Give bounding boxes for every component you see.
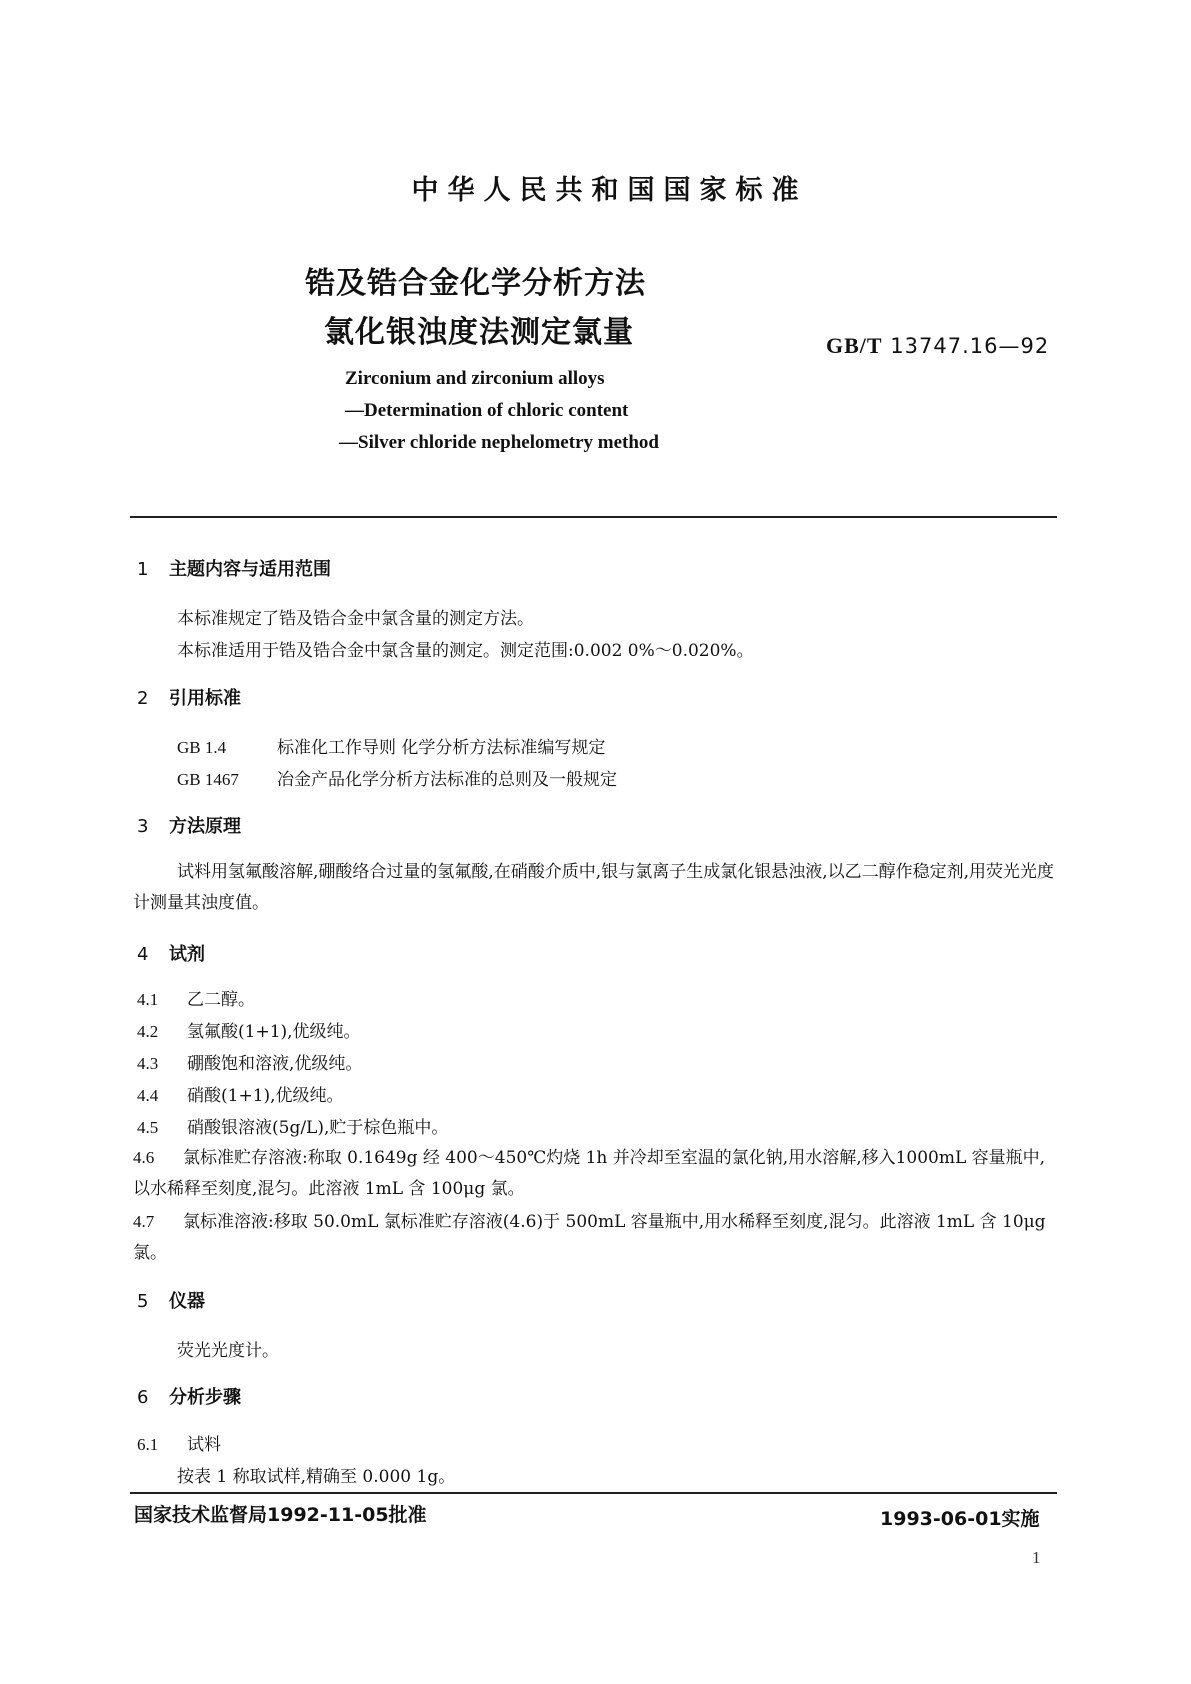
reagent-item (137, 1113, 448, 1138)
section-title: 仪器 (169, 1291, 205, 1312)
item-text: 硼酸饱和溶液,优级纯。 (187, 1054, 363, 1074)
section-2-heading (137, 684, 241, 710)
item-text: 乙二醇。 (187, 990, 255, 1010)
section-number: 5 (137, 1291, 149, 1312)
item-number: 4.7 (133, 1212, 155, 1231)
section-1-para1: 本标准规定了锆及锆合金中氯含量的测定方法。 (177, 609, 534, 629)
english-title-line2: —Determination of chloric content (345, 400, 629, 421)
standard-prefix: GB/T (826, 333, 883, 358)
reagent-item (133, 1142, 1060, 1205)
reference-text: 标准化工作导则 化学分析方法标准编写规定 (277, 738, 606, 758)
section-3-heading (137, 812, 241, 838)
item-text: 氯标准溶液:移取 50.0mL 氯标准贮存溶液(4.6)于 500mL 容量瓶中,用水稀释至刻度,混匀。此溶液 1mL 含 10μg 氯。 (133, 1212, 1046, 1263)
section-number: 4 (137, 944, 149, 965)
reference-code: GB 1.4 (177, 738, 227, 757)
reference-code: GB 1467 (177, 770, 239, 789)
section-3-para: 试料用氢氟酸溶解,硼酸络合过量的氢氟酸,在硝酸介质中,银与氯离子生成氯化银悬浊液,以乙二醇作稳定剂,用荧光光度计测量其浊度值。 (133, 862, 1055, 913)
item-number: 4.4 (137, 1086, 159, 1105)
approval-date: 国家技术监督局1992-11-05批准 (134, 1504, 427, 1526)
section-1-para2: 本标准适用于锆及锆合金中氯含量的测定。测定范围:0.002 0%～0.020%。 (177, 641, 754, 661)
item-text: 硝酸(1+1),优级纯。 (187, 1086, 344, 1106)
reference-text: 冶金产品化学分析方法标准的总则及一般规定 (277, 770, 617, 790)
english-title-line1: Zirconium and zirconium alloys (345, 368, 605, 389)
implementation-date: 1993-06-01实施 (880, 1508, 1040, 1530)
reference-gb1-4 (177, 733, 605, 758)
item-number: 4.6 (133, 1148, 155, 1167)
item-text: 氯标准贮存溶液:称取 0.1649g 经 400～450℃灼烧 1h 并冷却至室温的氯化钠,用水溶解,移入1000mL 容量瓶中,以水稀释至刻度,混匀。此溶液 1mL 含 100μg 氯。 (133, 1148, 1046, 1199)
section-6-heading (137, 1383, 241, 1409)
item-text: 试料 (187, 1435, 221, 1455)
subsection-6-1 (137, 1430, 221, 1455)
english-title-line3: —Silver chloride nephelometry method (339, 432, 659, 453)
national-standard-heading: 中华人民共和国国家标准 (411, 175, 808, 206)
document-title-line1: 锆及锆合金化学分析方法 (305, 266, 646, 301)
reagent-item (133, 1206, 1060, 1269)
section-number: 2 (137, 688, 149, 709)
section-number: 6 (137, 1387, 149, 1408)
reagent-item (137, 1049, 362, 1074)
section-6-para: 按表 1 称取试样,精确至 0.000 1g。 (177, 1467, 456, 1487)
document-title-line2: 氯化银浊度法测定氯量 (324, 315, 634, 350)
section-title: 试剂 (169, 944, 205, 965)
item-number: 6.1 (137, 1435, 159, 1454)
page-number: 1 (1032, 1548, 1041, 1567)
header-divider (130, 516, 1057, 518)
reagent-item (137, 1081, 344, 1106)
section-title: 方法原理 (169, 816, 241, 837)
item-number: 4.1 (137, 990, 159, 1009)
section-4-heading (137, 940, 205, 966)
standard-code: 13747.16—92 (890, 334, 1050, 358)
section-number: 1 (137, 559, 149, 580)
reagent-item (137, 985, 255, 1010)
item-text: 硝酸银溶液(5g/L),贮于棕色瓶中。 (187, 1118, 449, 1138)
item-number: 4.5 (137, 1118, 159, 1137)
section-title: 引用标准 (169, 688, 241, 709)
reference-gb1467 (177, 765, 617, 790)
section-5-para: 荧光光度计。 (177, 1341, 279, 1361)
section-title: 分析步骤 (169, 1387, 241, 1408)
item-number: 4.2 (137, 1022, 159, 1041)
item-text: 氢氟酸(1+1),优级纯。 (187, 1022, 361, 1042)
item-number: 4.3 (137, 1054, 159, 1073)
standard-number (826, 333, 1049, 359)
section-5-heading (137, 1287, 205, 1313)
section-title: 主题内容与适用范围 (169, 559, 331, 580)
section-1-heading (137, 555, 331, 581)
reagent-item (137, 1017, 361, 1042)
section-number: 3 (137, 816, 149, 837)
footer-divider (130, 1492, 1057, 1494)
